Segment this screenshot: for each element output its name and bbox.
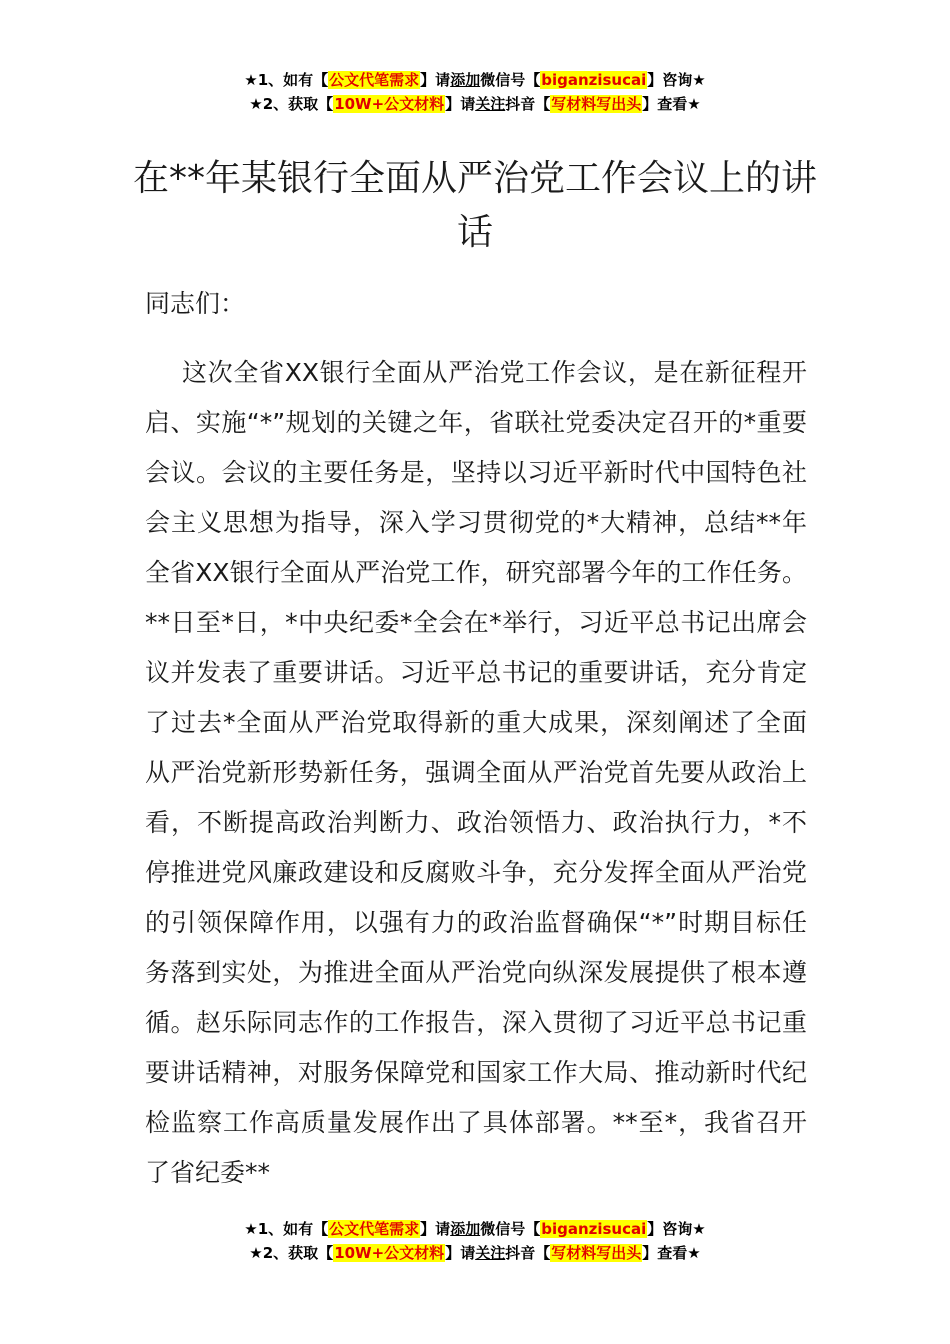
ad-line-2: ★2、获取【10W+公文材料】请关注抖音【写材料写出头】查看★	[249, 1244, 701, 1262]
salutation: 同志们：	[145, 289, 246, 318]
ad-highlight-wechat-id: biganzisucai	[541, 1220, 647, 1238]
body-paragraph: 这次全省XX银行全面从严治党工作会议，是在新征程开启、实施“*”规划的关键之年，省联社党委决定召开的*重要会议。会议的主要任务是，坚持以习近平新时代中国特色社会主义思想为指导，深入学习贯彻党的*大精神，总结**年全省XX银行全面从严治党工作，研究部署今年的工作任务。**日至*日，*中央纪委*全会在*举行，习近平总书记出席会议并发表了重要讲话。习近平总书记的重要讲话，充分肯定了过去*全面从严治党取得新的重大成果，深刻阐述了全面从严治党新形势新任务，强调全面从严治党首先要从政治上看，不断提高政治判断力、政治领悟力、政治执行力，*不停推进党风廉政建设和反腐败斗争，充分发挥全面从严治党的引领保障作用，以强有力的政治监督确保“*”时期目标任务落到实处，为推进全面从严治党向纵深发展提供了根本遵循。赵乐际同志作的工作报告，深入贯彻了习近平总书记重要讲话精神，对服务保障党和国家工作大局、推动新时代纪检监察工作高质量发展作出了具体部署。**至*，我省召开了省纪委**	[145, 358, 807, 1187]
ad-highlight-wechat-id: biganzisucai	[541, 71, 647, 89]
ad-highlight-douyin: 写材料写出头	[551, 1244, 642, 1262]
ad-highlight-douyin: 写材料写出头	[551, 95, 642, 113]
ad-line-2: ★2、获取【10W+公文材料】请关注抖音【写材料写出头】查看★	[249, 95, 701, 113]
ad-highlight-service: 公文代笔需求	[329, 1220, 420, 1238]
footer-ad-banner	[0, 1217, 950, 1265]
ad-highlight-materials: 10W+公文材料	[334, 1244, 445, 1262]
ad-line-1: ★1、如有【公文代笔需求】请添加微信号【biganzisucai】咨询★	[244, 1220, 706, 1238]
ad-highlight-service: 公文代笔需求	[329, 71, 420, 89]
ad-line-1: ★1、如有【公文代笔需求】请添加微信号【biganzisucai】咨询★	[244, 71, 706, 89]
document-title: 在**年某银行全面从严治党工作会议上的讲话	[132, 158, 817, 253]
header-ad-banner	[0, 68, 950, 116]
ad-highlight-materials: 10W+公文材料	[334, 95, 445, 113]
